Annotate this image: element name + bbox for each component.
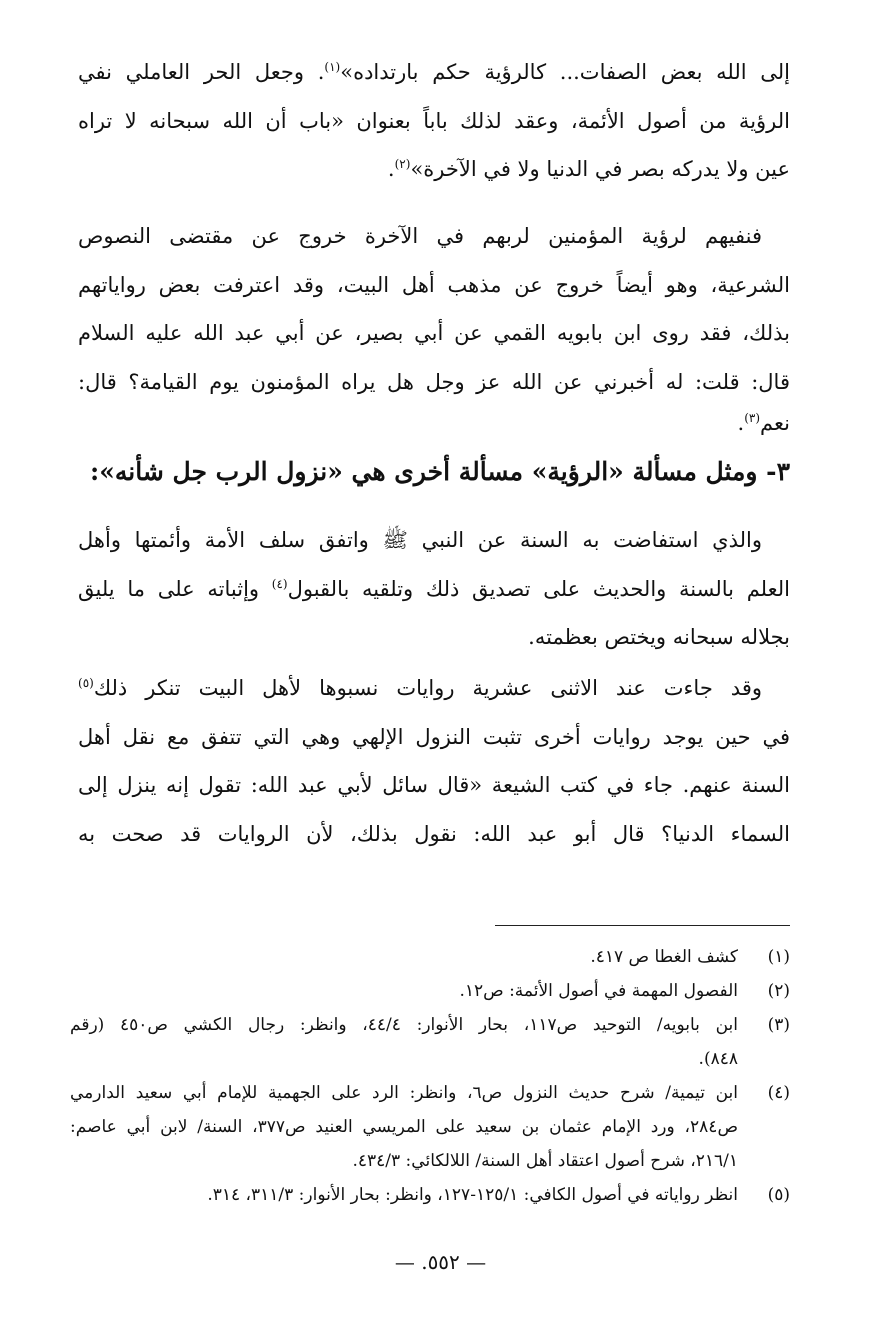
footnote-1 xyxy=(70,940,790,974)
footnote-5 xyxy=(70,1178,790,1212)
footnote-ref-2[interactable]: (٢) xyxy=(394,157,411,171)
footnote-ref-1[interactable]: (١) xyxy=(324,60,341,74)
paragraph-1 xyxy=(78,48,790,194)
text-line: بجلاله سبحانه ويختص بعظمته. xyxy=(528,625,790,649)
text-line: في حين يوجد روايات أخرى تثبت النزول الإلهي وهي التي تتفق مع نقل أهل xyxy=(78,724,790,749)
footnote-text: كشف الغطا ص ٤١٧. xyxy=(590,947,738,967)
footnote-text: ص٢٨٤، ورد الإمام عثمان بن سعيد على المريسي العنيد ص٣٧٧، السنة/ لابن أبي عاصم: xyxy=(70,1117,739,1137)
footnote-number: (٤) xyxy=(767,1083,790,1103)
text-line: قال: قلت: له أخبرني عن الله عز وجل هل يراه المؤمنون يوم القيامة؟ قال: xyxy=(78,369,790,394)
section-heading: ٣- ومثل مسألة «الرؤية» مسألة أخرى هي «نزول الرب جل شأنه»: xyxy=(90,457,790,486)
footnote-number: (٢) xyxy=(767,981,790,1001)
footnote-ref-4[interactable]: (٤) xyxy=(271,576,288,591)
text-line: وقد جاءت عند الاثنى عشرية روايات نسبوها لأهل البيت تنكر ذلك$^{(٥)}$ xyxy=(78,676,762,700)
footnote-text: انظر رواياته في أصول الكافي: ١٢٥/١-١٢٧، وانظر: بحار الأنوار: ٣١١/٣، ٣١٤. xyxy=(207,1185,738,1205)
paragraph-3 xyxy=(78,516,790,662)
text-line: إلى الله بعض الصفات... كالرؤية حكم بارتداده»$^{(١)}$. وجعل الحر العاملي نفي xyxy=(78,60,790,84)
text-line: السماء الدنيا؟ قال أبو عبد الله: نقول بذلك، لأن الروايات قد صحت به xyxy=(78,821,790,846)
footnotes xyxy=(70,940,790,1212)
footnote-text: الفصول المهمة في أصول الأئمة: ص١٢. xyxy=(459,981,738,1001)
page-number: — ٥٥٢. — xyxy=(394,1250,487,1274)
footnote-number: (١) xyxy=(767,947,790,967)
footnote-separator xyxy=(495,925,790,926)
footnote-ref-3[interactable]: (٣) xyxy=(744,411,761,425)
footnote-text: ٨٤٨). xyxy=(698,1049,738,1069)
footnote-2 xyxy=(70,974,790,1008)
text-line: بذلك، فقد روى ابن بابويه القمي عن أبي بصير، عن أبي عبد الله عليه السلام xyxy=(78,321,790,345)
footnote-text: ابن تيمية/ شرح حديث النزول ص٦، وانظر: الرد على الجهمية للإمام أبي سعيد الدارمي xyxy=(70,1083,738,1103)
text-line: نعم$^{(٣)}$. xyxy=(737,411,790,435)
text-line: الشرعية، وهو أيضاً خروج عن مذهب أهل البيت، وقد اعترفت بعض رواياتهم xyxy=(78,272,790,297)
text-line: والذي استفاضت به السنة عن النبي ﷺ واتفق سلف الأمة وأئمتها وأهل xyxy=(78,528,762,552)
paragraph-4 xyxy=(78,664,790,858)
footnote-4 xyxy=(70,1076,790,1178)
text-line: السنة عنهم. جاء في كتب الشيعة «قال سائل لأبي عبد الله: تقول إنه ينزل إلى xyxy=(78,773,790,797)
footnote-number: (٥) xyxy=(767,1185,790,1205)
paragraph-2 xyxy=(78,212,790,440)
footnote-text: ٢١٦/١، شرح أصول اعتقاد أهل السنة/ اللالكائي: ٤٣٤/٣. xyxy=(352,1151,738,1171)
text-line: الرؤية من أصول الأئمة، وعقد لذلك باباً بعنوان «باب أن الله سبحانه لا تراه xyxy=(78,108,790,133)
footnote-text: ابن بابويه/ التوحيد ص١١٧، بحار الأنوار: ٤٤/٤، وانظر: رجال الكشي ص٤٥٠ (رقم xyxy=(70,1015,738,1035)
text-line: عين ولا يدركه بصر في الدنيا ولا في الآخرة»$^{(٢)}$. xyxy=(387,157,790,181)
footnote-ref-5[interactable]: (٥) xyxy=(78,676,94,690)
footnote-number: (٣) xyxy=(767,1015,790,1035)
text-line: فنفيهم لرؤية المؤمنين لربهم في الآخرة خروج عن مقتضى النصوص xyxy=(78,224,762,248)
text-line: العلم بالسنة والحديث على تصديق ذلك وتلقيه بالقبول$^{(٤)}$ وإثباته على ما يليق xyxy=(78,576,790,601)
footnote-3 xyxy=(70,1008,790,1076)
